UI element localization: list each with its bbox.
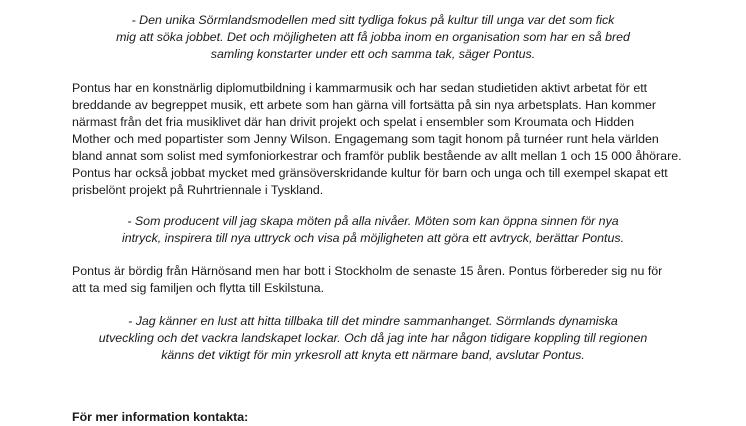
text-line: Mother och med popartister som Jenny Wilson. Engagemang som tagit honom på turnéer runt hela världen — [72, 132, 659, 146]
text-line: Pontus är bördig från Härnösand men har bott i Stockholm de senaste 15 åren. Pontus förbereder sig nu för — [72, 264, 663, 278]
text-line: samling konstarter under ett och samma tak, säger Pontus. — [210, 47, 536, 61]
text-line: bland annat som solist med symfoniorkestrar och framför publik bestående av allt mellan 1 och 15 000 åhörare. — [72, 149, 682, 163]
quote-paragraph-1 — [80, 12, 666, 63]
text-line: närmast från det fria musiklivet där han drivit projekt och spelat i ensembler som Kroumata och Hidden — [72, 115, 634, 129]
contact-heading: För mer information kontakta: — [72, 410, 249, 424]
body-paragraph-2 — [72, 263, 684, 297]
text-line: Pontus har en konstnärlig diplomutbildning i kammarmusik och har sedan studietiden aktivt arbetat för ett — [72, 81, 648, 95]
text-line: att ta med sig familjen och flytta till Eskilstuna. — [72, 281, 325, 295]
quote-paragraph-2 — [80, 213, 666, 247]
body-paragraph-1 — [72, 80, 684, 199]
text-line: utveckling och det vackra landskapet lockar. Och då jag inte har någon tidigare koppling till regionen — [98, 331, 648, 345]
text-line: känns det viktigt för min yrkesroll att knyta ett närmare band, avslutar Pontus. — [161, 348, 585, 362]
text-line: - Jag känner en lust att hitta tillbaka till det mindre sammanhanget. Sörmlands dynamiska — [128, 314, 618, 328]
text-line: intryck, inspirera till nya uttryck och visa på möjligheten att göra ett avtryck, berättar Pontus. — [121, 231, 625, 245]
text-line: - Den unika Sörmlandsmodellen med sitt tydliga fokus på kultur till unga var det som fick — [131, 13, 615, 27]
text-line: prisbelönt projekt på Ruhrtriennale i Tyskland. — [72, 183, 324, 197]
text-line: - Som producent vill jag skapa möten på alla nivåer. Möten som kan öppna sinnen för nya — [127, 214, 619, 228]
quote-paragraph-3 — [80, 313, 666, 364]
text-line: Pontus har också jobbat mycket med gränsöverskridande kultur för barn och unga och till exempel skapat ett — [72, 166, 668, 180]
text-line: mig att söka jobbet. Det och möjligheten att få jobba inom en organisation som har en så bred — [116, 30, 630, 44]
text-line: breddande av begreppet musik, ett arbete som han gärna vill fortsätta på sin nya arbetsplats. Han kommer — [72, 98, 657, 112]
